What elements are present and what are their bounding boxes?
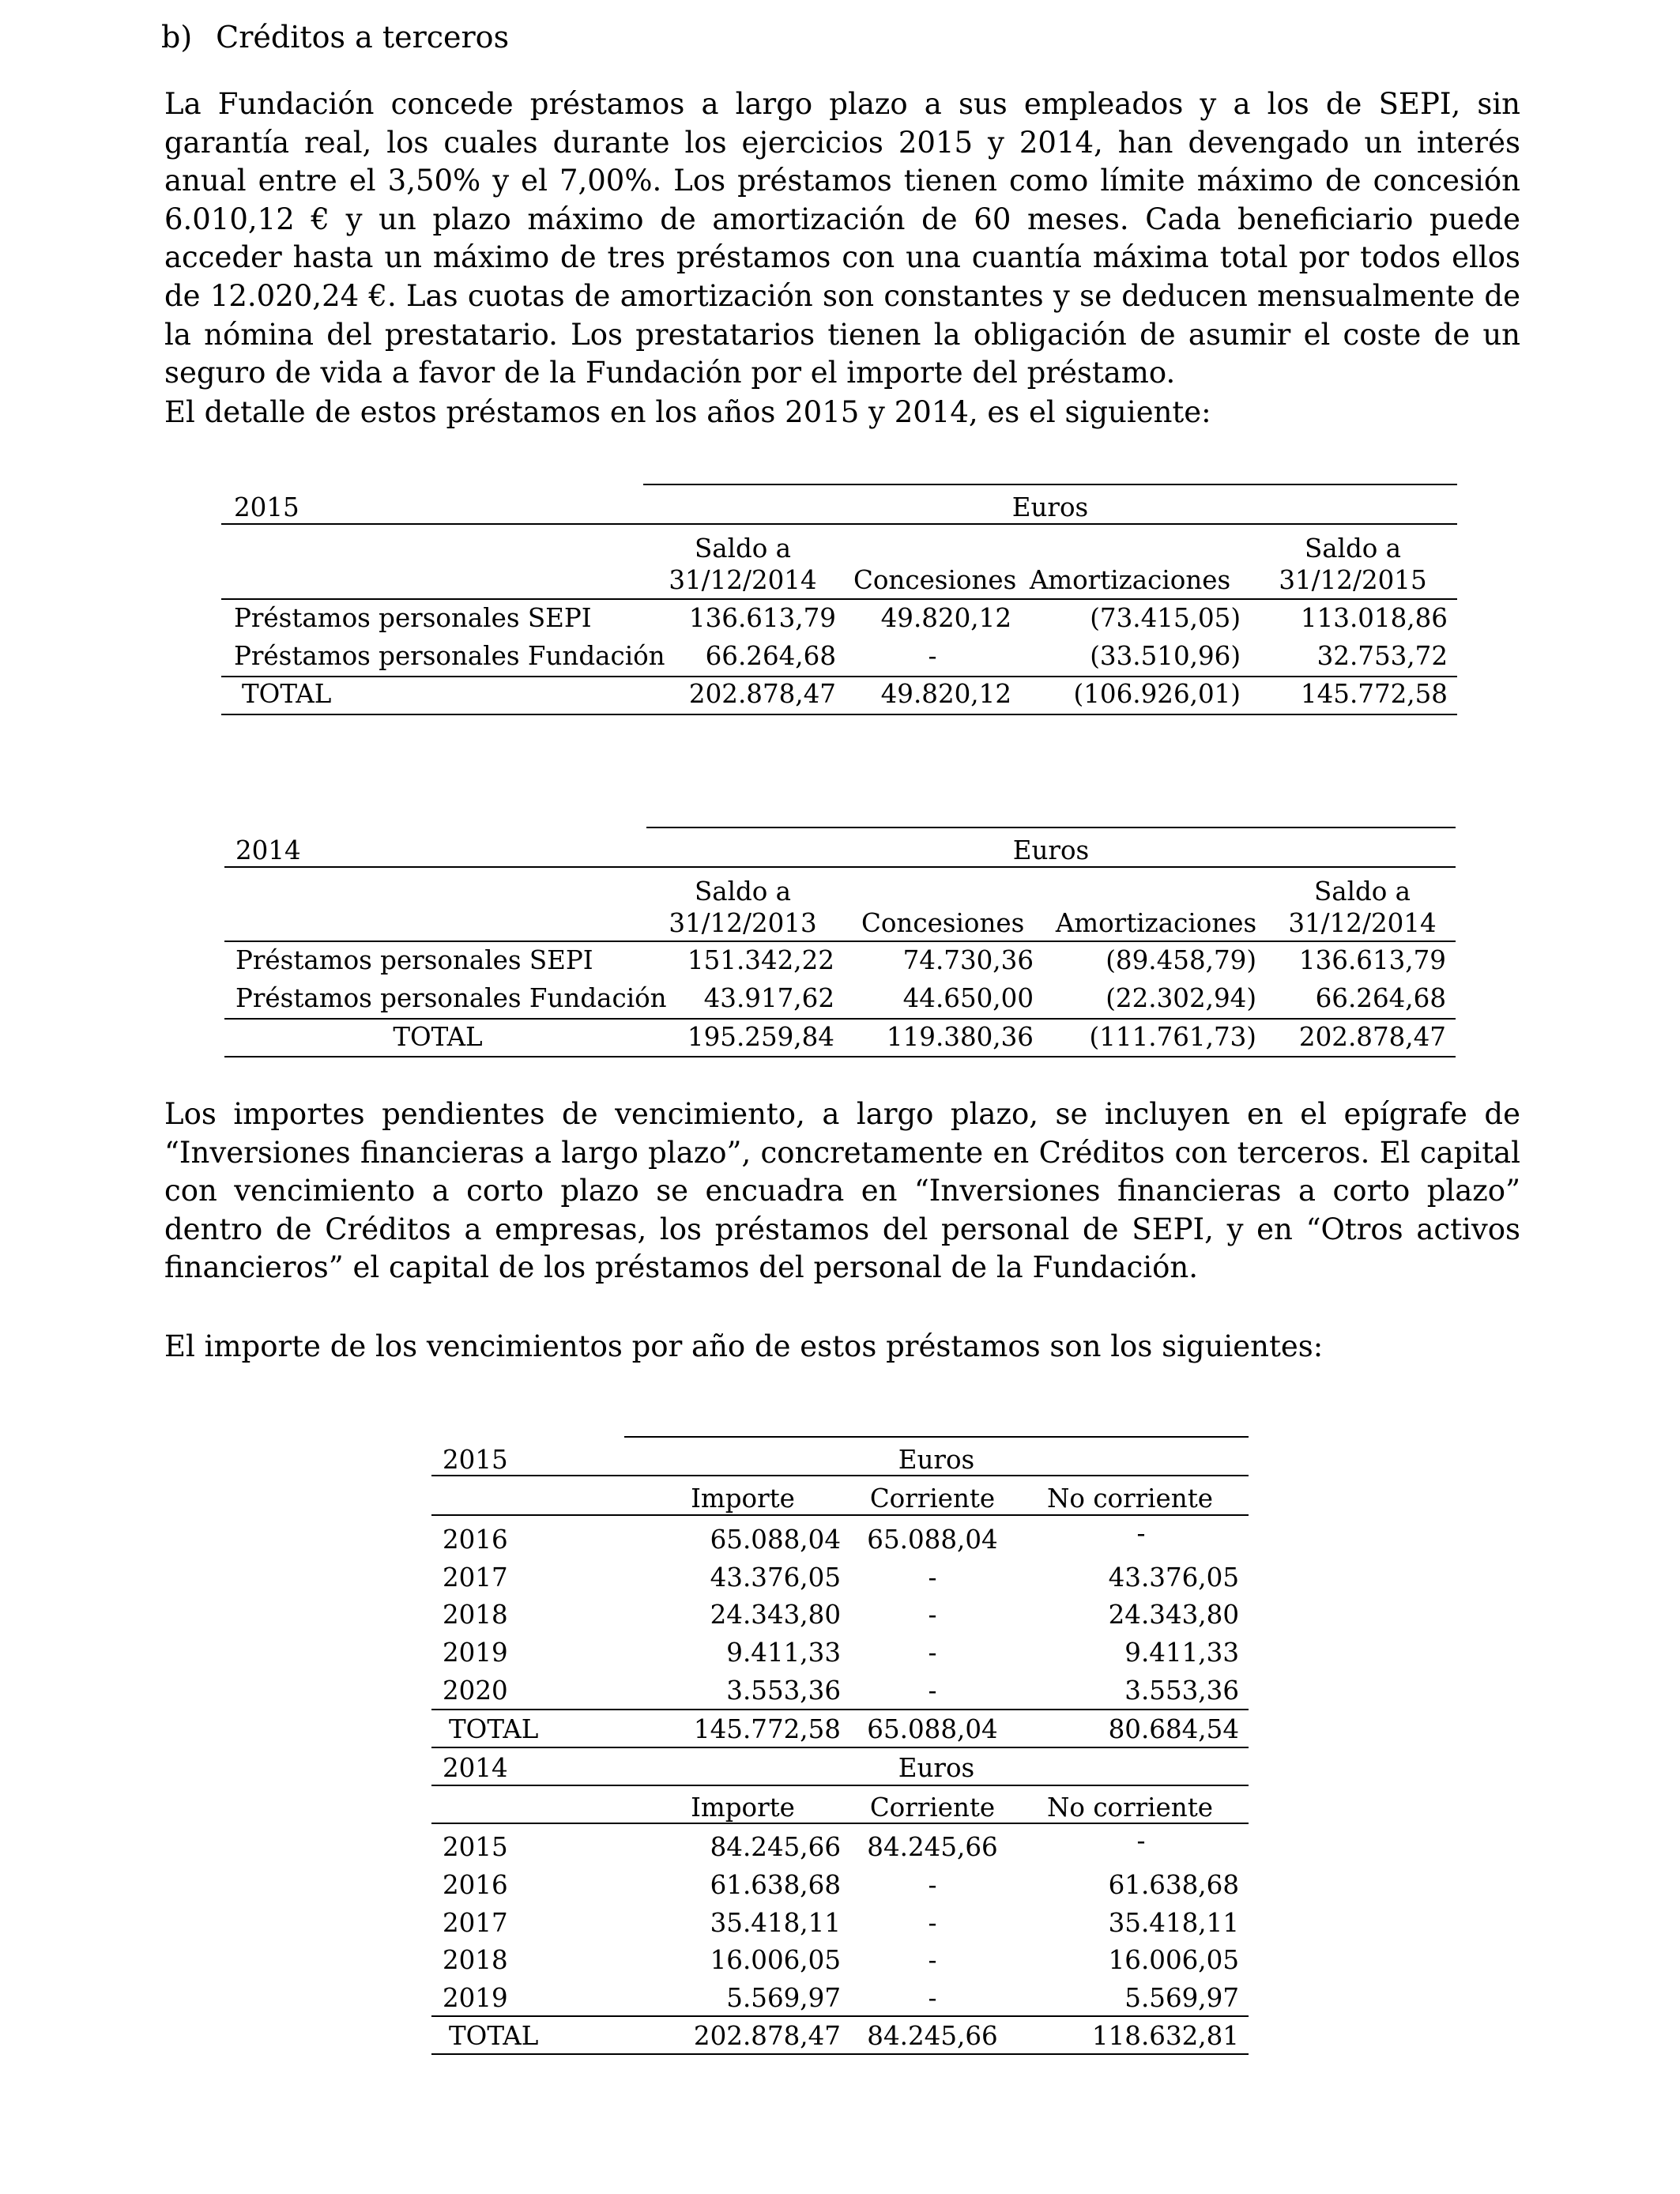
cell-importe: 43.376,05: [710, 1563, 841, 1593]
cell-corriente: -: [928, 1563, 937, 1593]
maturity-year: 2017: [443, 1908, 508, 1938]
total-amortizaciones: (106.926,01): [1073, 679, 1241, 709]
maturity-year: 2018: [443, 1945, 508, 1975]
total-concesiones: 49.820,12: [880, 679, 1011, 709]
cell-no-corriente: -: [1136, 1518, 1146, 1548]
maturity-year: 2016: [443, 1870, 508, 1900]
cell-saldo-inicial: 151.342,22: [687, 945, 834, 975]
cell-no-corriente: 35.418,11: [1108, 1908, 1239, 1938]
cell-corriente: -: [928, 1638, 937, 1668]
col-header-concesiones: Concesiones: [853, 565, 1017, 595]
total-saldo-inicial: 202.878,47: [688, 679, 836, 709]
cell-importe: 84.245,66: [710, 1832, 841, 1862]
cell-corriente: -: [928, 1600, 937, 1630]
total-saldo-final: 145.772,58: [1300, 679, 1448, 709]
cell-amortizaciones: (89.458,79): [1106, 945, 1256, 975]
col-header-importe: Importe: [691, 1483, 795, 1514]
table-year: 2015: [234, 492, 299, 522]
cell-amortizaciones: (33.510,96): [1090, 641, 1241, 671]
cell-corriente: -: [928, 1983, 937, 2013]
col-header-no-corriente: No corriente: [1046, 1483, 1214, 1514]
cell-amortizaciones: (22.302,94): [1106, 983, 1256, 1013]
total-label: TOTAL: [449, 2021, 539, 2051]
currency-header: Euros: [1011, 492, 1089, 522]
cell-importe: 65.088,04: [710, 1525, 841, 1555]
cell-corriente: -: [928, 1676, 937, 1706]
cell-no-corriente: 3.553,36: [1124, 1676, 1239, 1706]
cell-amortizaciones: (73.415,05): [1090, 603, 1241, 633]
col-header-saldo-inicial: Saldo a: [694, 533, 792, 564]
col-header-no-corriente: No corriente: [1046, 1793, 1214, 1823]
cell-importe: 3.553,36: [726, 1676, 841, 1706]
cell-saldo-final: 66.264,68: [1315, 983, 1446, 1013]
col-header-amortizaciones: Amortizaciones: [1029, 565, 1231, 595]
section-heading: [161, 17, 509, 57]
maturity-year: 2019: [443, 1983, 508, 2013]
col-header-saldo-final: Saldo a: [1313, 876, 1411, 907]
maturity-year: 2015: [443, 1832, 508, 1862]
col-header-corriente: Corriente: [869, 1793, 996, 1823]
row-label: Préstamos personales Fundación: [234, 641, 665, 671]
cell-no-corriente: -: [1136, 1826, 1146, 1856]
importes-paragraph: Los importes pendientes de vencimiento, a largo plazo, se incluyen en el epígrafe de “Inversiones financieras a largo plazo”, concretamente en Créditos con terceros. El capital con vencimiento a corto plazo se encuadra en “Inversiones financieras a corto plazo” dentro de Créditos a empresas, los préstamos del personal de SEPI, y en “Otros activos financieros” el capital de los préstamos del personal de la Fundación.: [164, 1097, 1520, 1285]
cell-importe: 9.411,33: [726, 1638, 841, 1668]
total-no-corriente: 80.684,54: [1108, 1714, 1239, 1744]
cell-importe: 35.418,11: [710, 1908, 841, 1938]
section-label: b): [161, 20, 193, 55]
maturity-year: 2018: [443, 1600, 508, 1630]
currency-header: Euros: [1012, 835, 1090, 865]
col-header-saldo-inicial-fecha: 31/12/2014: [669, 565, 817, 595]
intro-paragraph: La Fundación concede préstamos a largo plazo a sus empleados y a los de SEPI, sin garantía real, los cuales durante los ejercicios 2015 y 2014, han devengado un interés anual entre el 3,50% y el 7,00%. Los préstamos tienen como límite máximo de concesión 6.010,12 € y un plazo máximo de amortización de 60 meses. Cada beneficiario puede acceder hasta un máximo de tres préstamos con una cuantía máxima total por todos ellos de 12.020,24 €. Las cuotas de amortización son constantes y se deducen mensualmente de la nómina del prestatario. Los prestatarios tienen la obligación de asumir el coste de un seguro de vida a favor de la Fundación por el importe del préstamo.: [164, 87, 1520, 390]
cell-concesiones: -: [928, 641, 937, 671]
vencimientos-paragraph: El importe de los vencimientos por año de estos préstamos son los siguientes:: [164, 1329, 1324, 1363]
col-header-importe: Importe: [691, 1793, 795, 1823]
cell-importe: 16.006,05: [710, 1945, 841, 1975]
total-importe: 145.772,58: [693, 1714, 841, 1744]
total-label: TOTAL: [242, 679, 332, 709]
cell-importe: 5.569,97: [726, 1983, 841, 2013]
row-label: Préstamos personales SEPI: [235, 945, 593, 975]
maturity-year: 2019: [443, 1638, 508, 1668]
col-header-corriente: Corriente: [869, 1483, 996, 1514]
cell-no-corriente: 5.569,97: [1124, 1983, 1239, 2013]
cell-corriente: -: [928, 1945, 937, 1975]
row-label: Préstamos personales Fundación: [235, 983, 667, 1013]
row-label: Préstamos personales SEPI: [234, 603, 592, 633]
maturity-year: 2016: [443, 1525, 508, 1555]
currency-header: Euros: [898, 1753, 975, 1783]
total-saldo-inicial: 195.259,84: [687, 1022, 834, 1052]
cell-saldo-final: 113.018,86: [1300, 603, 1448, 633]
cell-no-corriente: 9.411,33: [1124, 1638, 1239, 1668]
cell-concesiones: 44.650,00: [902, 983, 1034, 1013]
cell-importe: 24.343,80: [710, 1600, 841, 1630]
maturity-year: 2017: [443, 1563, 508, 1593]
cell-saldo-inicial: 136.613,79: [688, 603, 836, 633]
cell-importe: 61.638,68: [710, 1870, 841, 1900]
block-year: 2015: [443, 1445, 508, 1475]
total-corriente: 84.245,66: [867, 2021, 998, 2051]
detail-paragraph: El detalle de estos préstamos en los años 2015 y 2014, es el siguiente:: [164, 395, 1211, 429]
col-header-amortizaciones: Amortizaciones: [1055, 908, 1257, 938]
table-year: 2014: [235, 835, 301, 865]
total-saldo-final: 202.878,47: [1298, 1022, 1446, 1052]
col-header-saldo-final-fecha: 31/12/2015: [1279, 565, 1427, 595]
cell-concesiones: 74.730,36: [902, 945, 1034, 975]
cell-corriente: -: [928, 1870, 937, 1900]
total-no-corriente: 118.632,81: [1091, 2021, 1239, 2051]
currency-header: Euros: [898, 1445, 975, 1475]
total-label: TOTAL: [449, 1714, 539, 1744]
cell-no-corriente: 61.638,68: [1108, 1870, 1239, 1900]
cell-corriente: -: [928, 1908, 937, 1938]
cell-saldo-final: 32.753,72: [1317, 641, 1448, 671]
total-label: TOTAL: [393, 1022, 483, 1052]
col-header-saldo-final: Saldo a: [1304, 533, 1402, 564]
section-title: Créditos a terceros: [216, 20, 510, 55]
cell-corriente: 84.245,66: [867, 1832, 998, 1862]
total-corriente: 65.088,04: [867, 1714, 998, 1744]
col-header-saldo-inicial-fecha: 31/12/2013: [669, 908, 817, 938]
cell-saldo-inicial: 43.917,62: [703, 983, 834, 1013]
cell-no-corriente: 43.376,05: [1108, 1563, 1239, 1593]
maturity-year: 2020: [443, 1676, 508, 1706]
block-year: 2014: [443, 1753, 508, 1783]
col-header-saldo-final-fecha: 31/12/2014: [1288, 908, 1437, 938]
cell-no-corriente: 16.006,05: [1108, 1945, 1239, 1975]
cell-saldo-final: 136.613,79: [1298, 945, 1446, 975]
cell-saldo-inicial: 66.264,68: [705, 641, 836, 671]
total-importe: 202.878,47: [693, 2021, 841, 2051]
total-amortizaciones: (111.761,73): [1089, 1022, 1256, 1052]
total-concesiones: 119.380,36: [886, 1022, 1034, 1052]
col-header-concesiones: Concesiones: [861, 908, 1025, 938]
cell-no-corriente: 24.343,80: [1108, 1600, 1239, 1630]
cell-corriente: 65.088,04: [867, 1525, 998, 1555]
cell-concesiones: 49.820,12: [880, 603, 1011, 633]
col-header-saldo-inicial: Saldo a: [694, 876, 792, 907]
